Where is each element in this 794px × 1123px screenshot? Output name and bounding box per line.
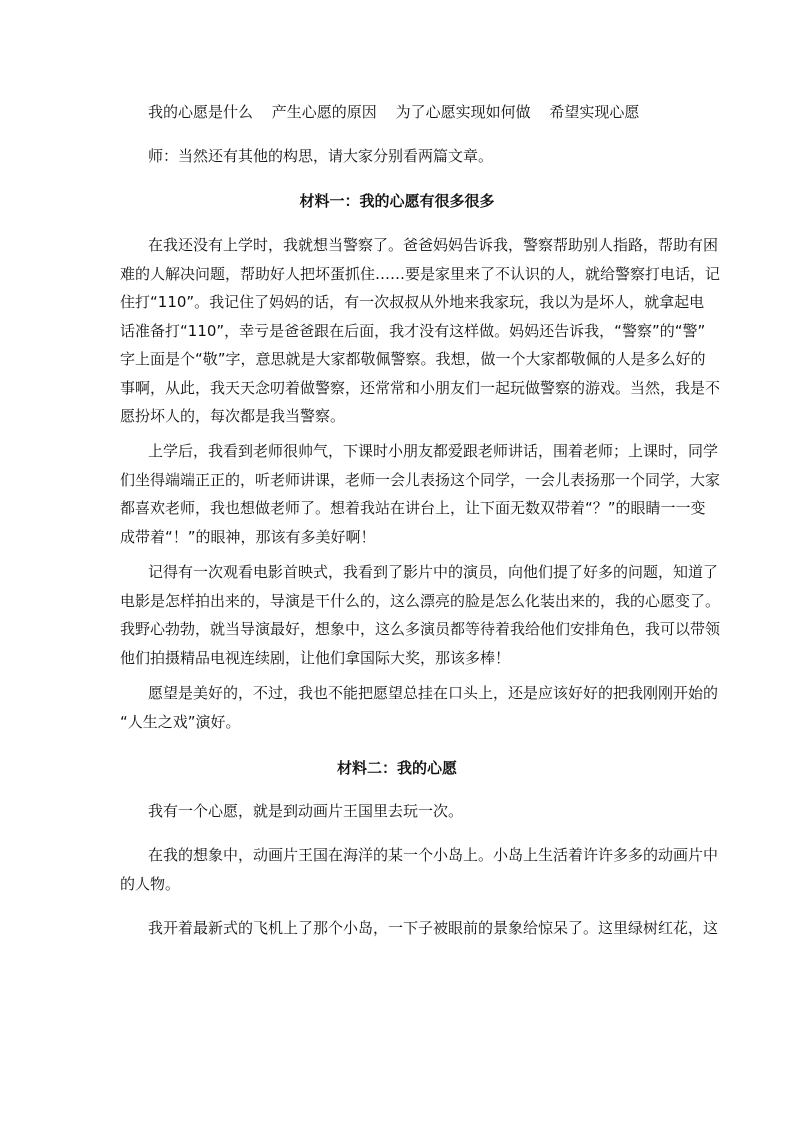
material1-title: 材料一：我的心愿有很多很多 (299, 192, 495, 210)
paragraph-line: 我开着最新式的飞机上了那个小岛，一下子被眼前的景象给惊呆了。这里绿树红花，这 (148, 919, 719, 937)
outline-item: 我的心愿是什么 (148, 103, 254, 121)
outline-item: 为了心愿实现如何做 (395, 103, 531, 121)
paragraph-line: 成带着“！”的眼神，那该有多美好啊！ (120, 528, 376, 546)
paragraph-line: 住打“110”。我记住了妈妈的话，有一次叔叔从外地来我家玩，我以为是坏人，就拿起电 (120, 293, 705, 311)
outline-item: 希望实现心愿 (549, 103, 640, 121)
outline-line (148, 102, 680, 122)
paragraph-line: 话准备打“110”，幸亏是爸爸跟在后面，我才没有这样做。妈妈还告诉我，“警察”的“警” (120, 322, 706, 340)
paragraph-line: 我野心勃勃，就当导演最好，想象中，这么多演员都等待着我给他们安排角色，我可以带领 (120, 620, 721, 638)
paragraph-line: “人生之戏”演好。 (120, 713, 241, 731)
paragraph-line: 的人物。 (120, 875, 181, 893)
paragraph-line: 上学后，我看到老师很帅气，下课时小朋友都爱跟老师讲话，围着老师；上课时，同学 (148, 442, 719, 460)
paragraph-line: 记得有一次观看电影首映式，我看到了影片中的演员，向他们提了好多的问题，知道了 (148, 563, 719, 581)
paragraph-line: 在我的想象中，动画片王国在海洋的某一个小岛上。小岛上生活着许许多多的动画片中 (148, 846, 719, 864)
paragraph-line: 都喜欢老师，我也想做老师了。想着我站在讲台上，让下面无数双带着“？”的眼睛一一变 (120, 499, 706, 517)
paragraph-line: 们坐得端端正正的，听老师讲课，老师一会儿表扬这个同学，一会儿表扬那一个同学，大家 (120, 471, 721, 489)
teacher-line: 师：当然还有其他的构思，请大家分别看两篇文章。 (148, 147, 494, 165)
paragraph-line: 字上面是个“敬”字，意思就是大家都敬佩警察。我想，做一个大家都敬佩的人是多么好的 (120, 350, 706, 368)
paragraph-line: 电影是怎样拍出来的，导演是干什么的，这么漂亮的脸是怎么化装出来的，我的心愿变了。 (120, 592, 721, 610)
paragraph-line: 难的人解决问题，帮助好人把坏蛋抓住……要是家里来了不认识的人，就给警察打电话，记 (120, 265, 721, 283)
paragraph-line: 愿望是美好的，不过，我也不能把愿望总挂在口头上，还是应该好好的把我刚刚开始的 (148, 684, 719, 702)
paragraph-line: 他们拍摄精品电视连续剧，让他们拿国际大奖，那该多棒！ (120, 649, 511, 667)
paragraph-line: 我有一个心愿，就是到动画片王国里去玩一次。 (148, 802, 464, 820)
outline-item: 产生心愿的原因 (271, 103, 377, 121)
paragraph-line: 事啊，从此，我天天念叨着做警察，还常常和小朋友们一起玩做警察的游戏。当然，我是不 (120, 379, 721, 397)
material2-title: 材料二：我的心愿 (336, 759, 457, 777)
paragraph-line: 在我还没有上学时，我就想当警察了。爸爸妈妈告诉我，警察帮助别人指路，帮助有困 (148, 236, 719, 254)
paragraph-line: 愿扮坏人的，每次都是我当警察。 (120, 407, 346, 425)
